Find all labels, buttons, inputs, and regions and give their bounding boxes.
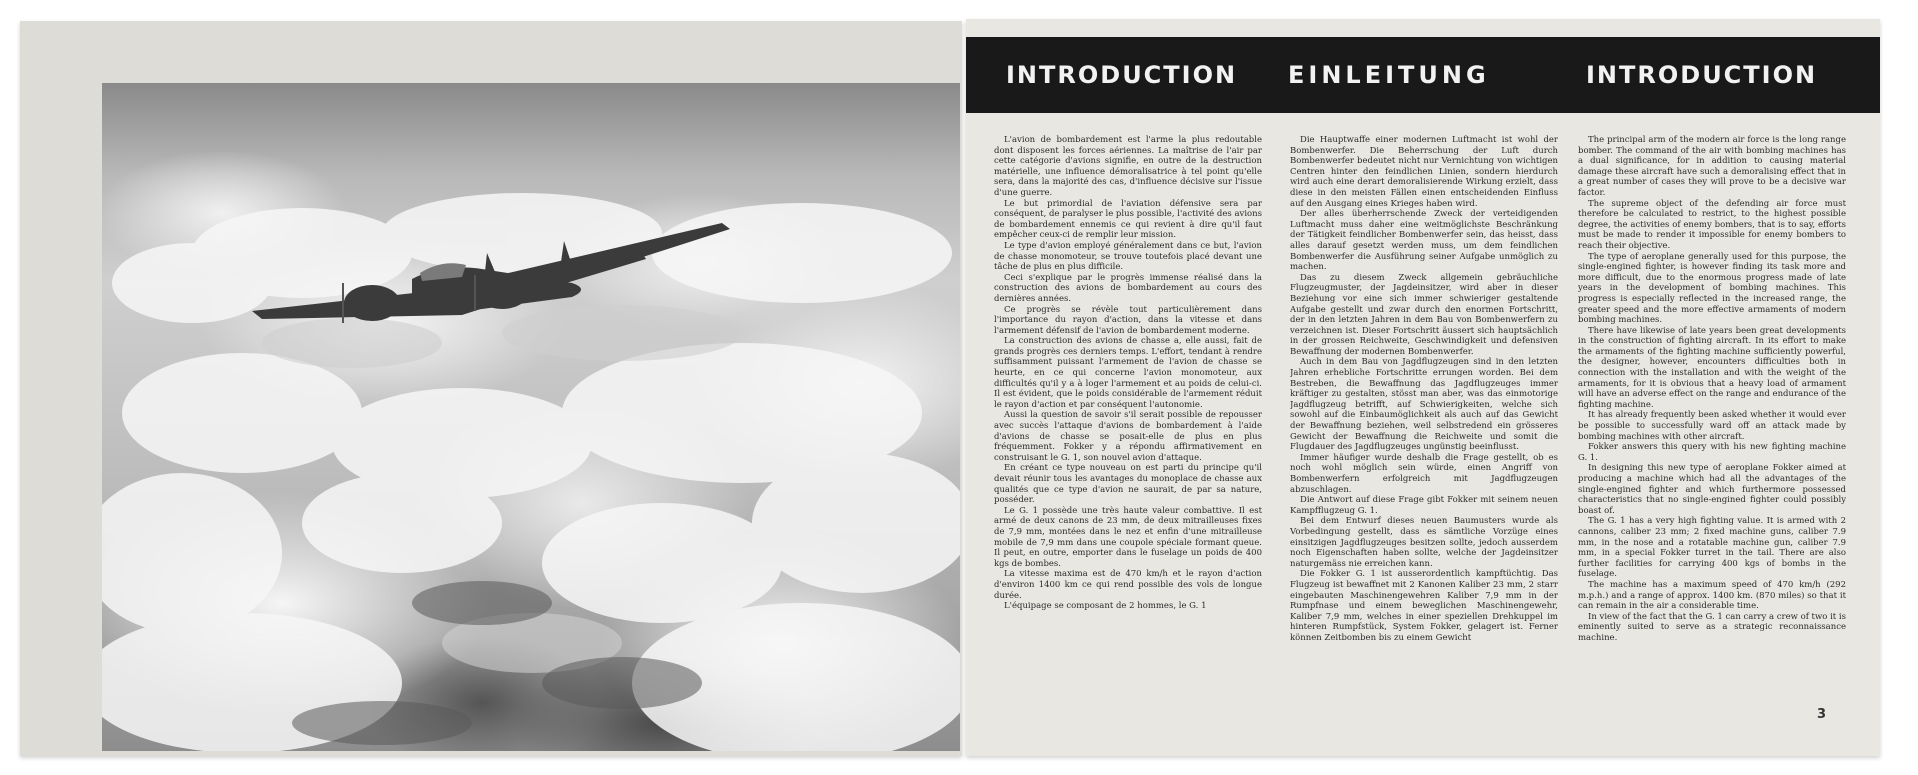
fokker-g1-illustration	[102, 83, 960, 751]
paragraph: Le type d'avion employé généralement dans ce but, l'avion de chasse monomoteur, se trouve toutefois placé devant une tâche de plus en plus difficile.	[994, 240, 1262, 273]
paragraph: L'avion de bombardement est l'arme la plus redoutable dont disposent les forces aériennes. La maîtrise de l'air par cette catégorie d'avions signifie, en outre de la destruction matérielle, une influence démoralisatrice à tel point qu'elle sera, dans la majorité des cas, d'influence décisive sur l'issue d'une guerre.	[994, 135, 1262, 198]
paragraph: Die Hauptwaffe einer modernen Luftmacht ist wohl der Bombenwerfer. Die Beherrschung der Luft durch Bombenwerfer bedeutet nicht nur Vernichtung von wichtigen Centren hinter den feindlichen Linien, sondern hierdurch wird auch eine derart demoralisierende Wirkung erzielt, dass diese in den meisten Fällen einen entscheidenden Einfluss auf den Ausgang eines Krieges haben wird.	[1290, 135, 1558, 209]
right-page	[966, 19, 1880, 756]
paragraph: The supreme object of the defending air force must therefore be calculated to restrict, to the highest possible degree, the activities of enemy bombers, that is to say, efforts must be made to render it impossible for enemy bombers to reach their objective.	[1578, 198, 1846, 251]
paragraph: There have likewise of late years been great developments in the construction of fighting aircraft. In its effort to make the armaments of the fighting machine sufficiently powerful, the designer, however, encounters difficulties both in connection with the installation and with the weight of the armaments, for it is obvious that a heavy load of armament will have an adverse effect on the range and endurance of the fighting machine.	[1578, 325, 1846, 410]
paragraph: Ceci s'explique par le progrès immense réalisé dans la construction des avions de bombardement au cours des dernières années.	[994, 272, 1262, 304]
paragraph: Die Fokker G. 1 ist ausserordentlich kampftüchtig. Das Flugzeug ist bewaffnet mit 2 Kanonen Kaliber 23 mm, 2 starr eingebauten Maschinengewehren Kaliber 7,9 mm in der Rumpfnase und einem beweglichen Maschinengewehr, Kaliber 7,9 mm, welches in einer speziellen Drehkuppel im hinteren Rumpfstück, System Fokker, gelagert ist. Ferner können Zeitbomben bis zu einem Gewicht	[1290, 569, 1558, 643]
heading-english: INTRODUCTION	[1586, 61, 1818, 89]
paragraph: Die Antwort auf diese Frage gibt Fokker mit seinem neuen Kampfflugzeug G. 1.	[1290, 495, 1558, 516]
column-german	[1290, 135, 1558, 715]
paragraph: It has already frequently been asked whether it would ever be possible to successfully ward off an attack made by bombing machines with other aircraft.	[1578, 410, 1846, 442]
paragraph: Der alles überherrschende Zweck der verteidigenden Luftmacht muss daher eine weitmöglichste Beschränkung der Tätigkeit feindlicher Bombenwerfer sein, das heisst, dass alles darauf gesetzt werden muss, um dem feindlichen Bombenwerfer die Ausführung seiner Aufgabe unmöglich zu machen.	[1290, 209, 1558, 273]
paragraph: Aussi la question de savoir s'il serait possible de repousser avec succès l'attaque d'avions de bombardement à l'aide d'avions de chasse se posait-elle de plus en plus fréquemment. Fokker y a répondu affirmativement en construisant le G. 1, son nouvel avion d'attaque.	[994, 410, 1262, 463]
left-page	[20, 21, 962, 756]
paragraph: Das zu diesem Zweck allgemein gebräuchliche Flugzeugmuster, der Jagdeinsitzer, wird aber in dieser Beziehung vor eine sich immer schwieriger gestaltende Aufgabe gestellt und zwar durch den enormen Fortschritt, der in den letzten Jahren in dem Bau von Bombenwerfern zu verzeichnen ist. Dieser Fortschritt äussert sich hauptsächlich in der grossen Reichweite, Geschwindigkeit und defensiven Bewaffnung der modernen Bombenwerfer.	[1290, 272, 1558, 357]
column-english	[1578, 135, 1846, 715]
column-french	[994, 135, 1262, 715]
booklet-spread	[20, 19, 1880, 756]
paragraph: Ce progrès se révèle tout particulièrement dans l'importance du rayon d'action, dans la vitesse et dans l'armement défensif de l'avion de bombardement moderne.	[994, 304, 1262, 336]
paragraph: Le but primordial de l'aviation défensive sera par conséquent, de paralyser le plus possible, l'activité des avions de bombardement ennemis ce qui revient à dire qu'il faut empêcher ceux-ci de remplir leur mission.	[994, 198, 1262, 241]
aircraft-photo	[102, 83, 960, 751]
paragraph: La construction des avions de chasse a, elle aussi, fait de grands progrès ces derniers temps. L'effort, tendant à rendre suffisamment puissant l'armement de l'avion de chasse se heurte, en ce qui concerne l'avion monomoteur, aux difficultés qu'il y a à loger l'armement et au poids de celui-ci. Il est évident, que le poids considérable de l'armement réduit le rayon d'action et par conséquent l'autonomie.	[994, 336, 1262, 410]
paragraph: The machine has a maximum speed of 470 km/h (292 m.p.h.) and a range of approx. 1400 km. (870 miles) so that it can remain in the air a considerable time.	[1578, 579, 1846, 612]
paragraph: En créant ce type nouveau on est parti du principe qu'il devait réunir tous les avantages du monoplace de chasse aux qualités que ce type d'avion ne saurait, de par sa nature, posséder.	[994, 463, 1262, 506]
paragraph: Bei dem Entwurf dieses neuen Baumusters wurde als Vorbedingung gestellt, dass es sämtliche Vorzüge eines einsitzigen Jagdflugzeuges besitzen sollte, jedoch ausserdem noch Eigenschaften haben sollte, welche der Jagdeinsitzer naturgemäss nie erreichen kann.	[1290, 516, 1558, 569]
paragraph: Fokker answers this query with his new fighting machine G. 1.	[1578, 442, 1846, 463]
paragraph: Auch in dem Bau von Jagdflugzeugen sind in den letzten Jahren erhebliche Fortschritte errungen worden. Bei dem Bestreben, die Bewaffnung das Jagdflugzeuges immer kräftiger zu gestalten, stösst man aber, was das einmotorige Jagdflugzeug betrifft, auf Schwierigkeiten, welche sich sowohl auf die Einbaumöglichkeit als auch auf das Gewicht der Bewaffnung beziehen, weil selbstredend ein grösseres Gewicht der Bewaffnung die Reichweite und somit die Flugdauer des Jagdflugzeuges ungünstig beeinflusst.	[1290, 357, 1558, 453]
heading-german: EINLEITUNG	[1288, 61, 1490, 89]
paragraph: The type of aeroplane generally used for this purpose, the single-engined fighter, is however finding its task more and more difficult, due to the enormous progress made of late years in the development of bombing machines. This progress is especially reflected in the increased range, the greater speed and the more effective armaments of modern bombing machines.	[1578, 251, 1846, 326]
paragraph: Le G. 1 possède une très haute valeur combattive. Il est armé de deux canons de 23 mm, de deux mitrailleuses fixes de 7,9 mm, montées dans le nez et enfin d'une mitrailleuse mobile de 7,9 mm dans une coupole spéciale formant queue. Il peut, en outre, emporter dans le fuselage un poids de 400 kgs de bombes.	[994, 505, 1262, 569]
header-bar	[966, 37, 1880, 113]
paragraph: In designing this new type of aeroplane Fokker aimed at producing a machine which had all the advantages of the single-engined fighter and which furthermore possessed characteristics that no single-engined fighter could possibly boast of.	[1578, 463, 1846, 516]
paragraph: Immer häufiger wurde deshalb die Frage gestellt, ob es noch wohl möglich sein würde, einen Angriff von Bombenwerfern erfolgreich mit Jagdflugzeugen abzuschlagen.	[1290, 452, 1558, 495]
paragraph: The G. 1 has a very high fighting value. It is armed with 2 cannons, caliber 23 mm; 2 fixed machine guns, caliber 7.9 mm, in the nose and a rotatable machine gun, caliber 7.9 mm, in a special Fokker turret in the tail. There are also further facilities for carrying 400 kgs of bombs in the fuselage.	[1578, 516, 1846, 580]
paragraph: In view of the fact that the G. 1 can carry a crew of two it is eminently suited to serve as a strategic reconnaissance machine.	[1578, 611, 1846, 643]
page-number: 3	[1816, 707, 1826, 722]
paragraph: La vitesse maxima est de 470 km/h et le rayon d'action d'environ 1400 km ce qui rend possible des vols de longue durée.	[994, 569, 1262, 601]
paragraph: L'équipage se composant de 2 hommes, le G. 1	[1004, 601, 1207, 612]
paragraph: The principal arm of the modern air force is the long range bomber. The command of the air with bombing machines has a dual significance, for in addition to causing material damage these aircraft have such a demoralising effect that in a great number of cases they will prove to be a decisive war factor.	[1578, 135, 1846, 198]
heading-french: INTRODUCTION	[1006, 61, 1238, 89]
